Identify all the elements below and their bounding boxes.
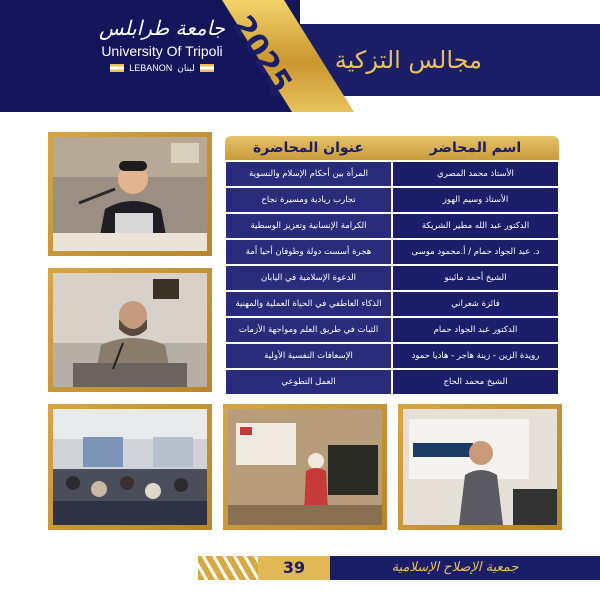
table-row bbox=[225, 188, 559, 212]
cell-speaker: د. عبد الجواد حمام / أ.محمود موسى bbox=[393, 240, 558, 264]
header bbox=[0, 0, 600, 112]
logo-arabic: جامعة طرابلس bbox=[98, 16, 226, 40]
page-number: 39 bbox=[258, 556, 330, 580]
cell-topic: الكرامة الإنسانية وتعزيز الوسطية bbox=[226, 214, 391, 238]
cell-speaker: الدكتور عبد الله مطير الشريكة bbox=[393, 214, 558, 238]
cell-topic: الذكاء العاطفي في الحياة العملية والمهنية bbox=[226, 292, 391, 316]
logo-city-english: LEBANON bbox=[129, 63, 173, 73]
cell-speaker: رويدة الزين - زينة هاجر - هاديا حمود bbox=[393, 344, 558, 368]
table-row bbox=[225, 344, 559, 368]
photo-audience bbox=[48, 404, 212, 530]
cell-topic: الثبات في طريق العلم ومواجهة الأزمات bbox=[226, 318, 391, 342]
cell-speaker: الدكتور عبد الجواد حمام bbox=[393, 318, 558, 342]
table-header bbox=[225, 136, 559, 160]
cell-speaker: الأستاذ محمد المصري bbox=[393, 162, 558, 186]
table-row bbox=[225, 318, 559, 342]
cell-topic: العمل التطوعي bbox=[226, 370, 391, 394]
logo-english: University Of Tripoli bbox=[101, 43, 223, 59]
cell-topic: الدعوة الإسلامية في اليابان bbox=[226, 266, 391, 290]
table-row bbox=[225, 292, 559, 316]
table-row bbox=[225, 162, 559, 186]
cell-speaker: الشيخ أحمد مائينو bbox=[393, 266, 558, 290]
header-topic: عنوان المحاضرة bbox=[253, 140, 364, 156]
cell-speaker: فائزة شعراني bbox=[393, 292, 558, 316]
page-title: مجالس التزكية bbox=[334, 46, 482, 74]
organization-name: جمعية الإصلاح الإسلامية bbox=[391, 560, 519, 575]
cell-topic: هجرة أسست دولة وطوفان أحيا أمة bbox=[226, 240, 391, 264]
flag-icon bbox=[200, 64, 214, 72]
photo-speaker-1 bbox=[48, 132, 212, 256]
cell-speaker: الأستاذ وسيم الهوز bbox=[393, 188, 558, 212]
flag-icon bbox=[110, 64, 124, 72]
table-row bbox=[225, 266, 559, 290]
table-row bbox=[225, 370, 559, 394]
cell-topic: المرأة بين أحكام الإسلام والنسوية bbox=[226, 162, 391, 186]
year-badge: 2025 bbox=[225, 9, 299, 99]
cell-topic: تجارب ريادية ومسيرة نجاح bbox=[226, 188, 391, 212]
header-speaker: اسم المحاضر bbox=[429, 140, 522, 156]
table-row bbox=[225, 214, 559, 238]
logo-city-arabic: لبنان bbox=[177, 63, 195, 73]
photo-presenter bbox=[223, 404, 387, 530]
cell-topic: الإسعافات النفسية الأولية bbox=[226, 344, 391, 368]
cell-speaker: الشيخ محمد الحاج bbox=[393, 370, 558, 394]
logo-city bbox=[92, 62, 232, 74]
lectures-table bbox=[225, 136, 559, 392]
university-logo bbox=[92, 14, 232, 98]
table-row bbox=[225, 240, 559, 264]
photo-lecturer bbox=[398, 404, 562, 530]
photo-speaker-2 bbox=[48, 268, 212, 392]
footer-stripes bbox=[198, 556, 260, 580]
